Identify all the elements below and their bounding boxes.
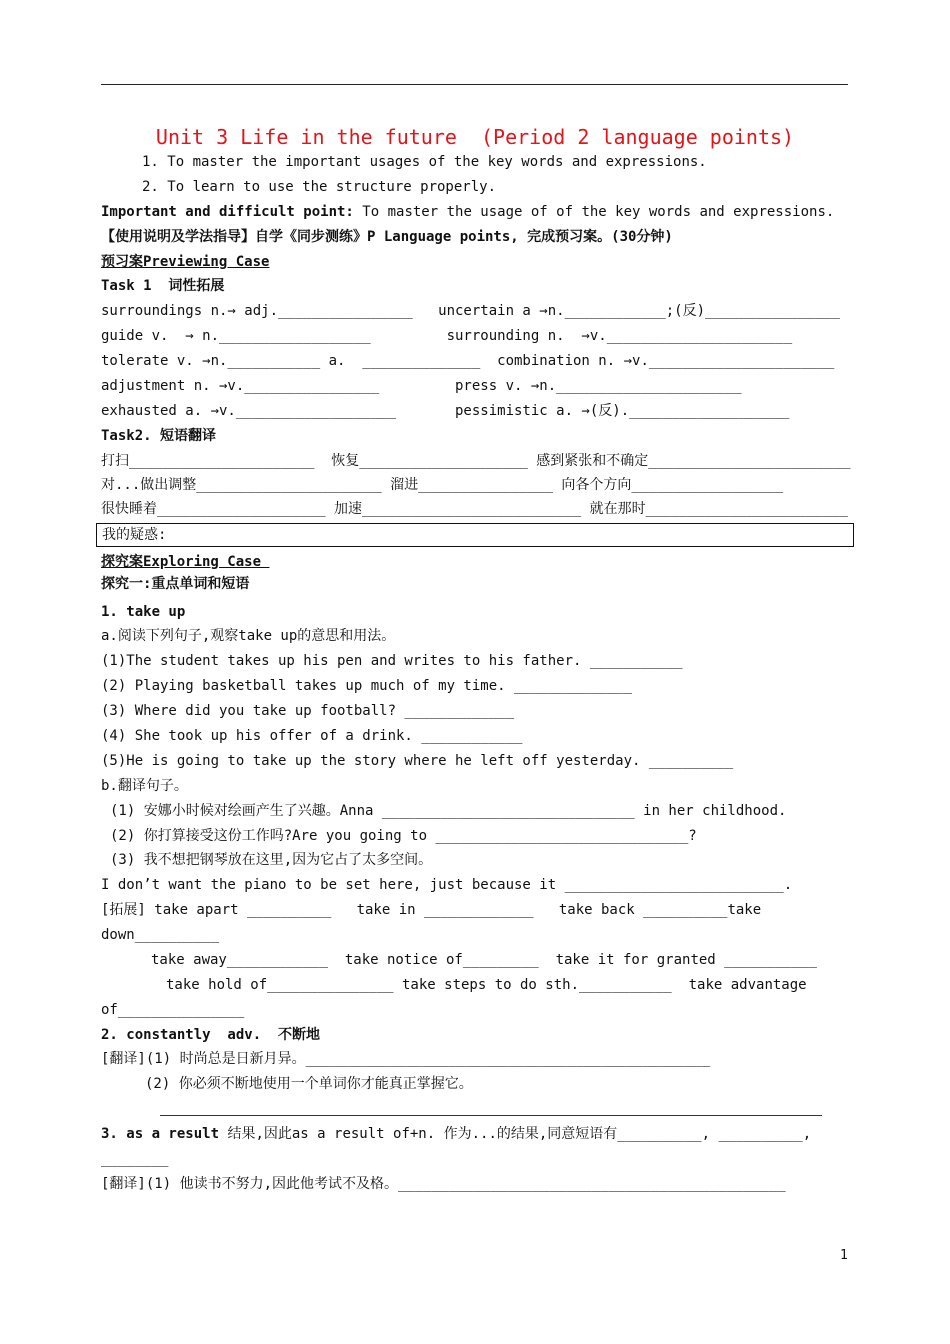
item3-line <box>101 1124 811 1144</box>
item1-b: b.翻译句子。 <box>101 778 188 794</box>
task2-heading: Task2. 短语翻译 <box>101 428 217 444</box>
extend-row: take hold of_______________ take steps to do sth.___________ take advantage <box>166 977 807 993</box>
item3-text: 结果,因此as a result of+n. 作为...的结果,同意短语有__________, __________, <box>219 1126 812 1142</box>
important-text: To master the usage of of the key words and expressions. <box>353 204 835 220</box>
preview-heading: 预习案Previewing Case <box>101 254 270 270</box>
item1-translation: (1) 安娜小时候对绘画产生了兴趣。Anna ______________________________ in her childhood. <box>110 803 787 819</box>
item2-heading: 2. constantly adv. 不断地 <box>101 1027 321 1043</box>
task1-heading: Task 1 词性拓展 <box>101 278 225 294</box>
item1-heading: 1. take up <box>101 604 186 620</box>
extend-row: of_______________ <box>101 1002 245 1018</box>
objective-2: 2. To learn to use the structure properly. <box>142 179 497 195</box>
item1-sentence: (5)He is going to take up the story where he left off yesterday. __________ <box>101 753 734 769</box>
item2-translation: (2) 你必须不断地使用一个单词你才能真正掌握它。 <box>145 1076 473 1092</box>
item1-translation: (2) 你打算接受这份工作吗?Are you going to ______________________________? <box>110 828 697 844</box>
extend-row: down__________ <box>101 927 220 943</box>
item1-sentence: (1)The student takes up his pen and writes to his father. ___________ <box>101 653 683 669</box>
doubt-box <box>96 523 854 547</box>
item1-a: a.阅读下列句子,观察take up的意思和用法。 <box>101 628 396 644</box>
task2-row: 打扫______________________ 恢复____________________ 感到紧张和不确定________________________ <box>101 453 851 469</box>
item1-translation: (3) 我不想把钢琴放在这里,因为它占了太多空间。 <box>110 852 433 868</box>
important-label: Important and difficult point: <box>101 204 354 220</box>
item3-continuation: ________ <box>101 1151 169 1167</box>
task1-row: surroundings n.→ adj.________________ uncertain a →n.____________;(反)________________ <box>101 303 840 319</box>
explore-subheading: 探究一:重点单词和短语 <box>101 576 250 592</box>
task1-row: tolerate v. →n.___________ a. ______________ combination n. →v.______________________ <box>101 353 835 369</box>
objective-1: 1. To master the important usages of the key words and expressions. <box>142 154 707 170</box>
task1-row: adjustment n. →v.________________ press v. →n.______________________ <box>101 378 742 394</box>
item3-translation: [翻译](1) 他读书不努力,因此他考试不及格。______________________________________________ <box>101 1176 786 1192</box>
explore-heading: 探究案Exploring Case <box>101 554 270 570</box>
extend-row: [拓展] take apart __________ take in _____________ take back __________take <box>101 902 762 918</box>
item1-translation-answer: I don’t want the piano to be set here, just because it __________________________. <box>101 877 793 893</box>
page-number: 1 <box>840 1248 848 1263</box>
doubt-label: 我的疑惑: <box>102 527 167 543</box>
extend-row: take away____________ take notice of_________ take it for granted ___________ <box>151 952 817 968</box>
top-rule <box>101 84 848 85</box>
page-title: Unit 3 Life in the future (Period 2 language points) <box>155 125 795 149</box>
item2-translation: [翻译](1) 时尚总是日新月异。________________________________________________ <box>101 1051 711 1067</box>
answer-line <box>160 1115 822 1116</box>
item1-sentence: (2) Playing basketball takes up much of my time. ______________ <box>101 678 633 694</box>
instructions: 【使用说明及学法指导】自学《同步测练》P Language points, 完成预习案。(30分钟) <box>101 229 673 245</box>
item1-sentence: (3) Where did you take up football? _____________ <box>101 703 515 719</box>
important-point <box>101 202 834 222</box>
task2-row: 很快睡着____________________ 加速__________________________ 就在那时________________________ <box>101 501 848 517</box>
item3-heading: 3. as a result <box>101 1126 220 1142</box>
item1-sentence: (4) She took up his offer of a drink. ____________ <box>101 728 523 744</box>
task1-row: exhausted a. →v.___________________ pessimistic a. →(反).___________________ <box>101 403 790 419</box>
task1-row: guide v. → n.__________________ surrounding n. →v.______________________ <box>101 328 793 344</box>
task2-row: 对...做出调整______________________ 溜进________________ 向各个方向__________________ <box>101 477 784 493</box>
